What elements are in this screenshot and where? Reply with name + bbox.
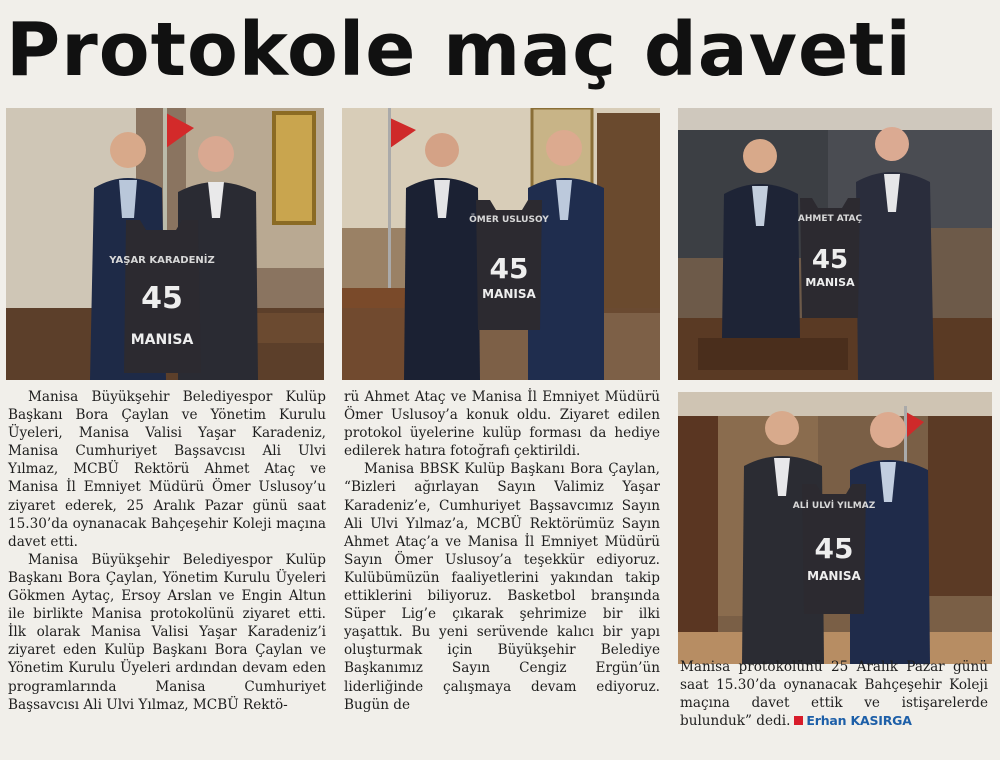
byline: Erhan KASIRGA — [806, 713, 912, 729]
jersey-team-2: MANISA — [482, 287, 536, 301]
paragraph-continuation: rü Ahmet Ataç ve Manisa İl Emniyet Müdürü Ömer Uslusoy’a konuk oldu. Ziyaret edilen protokol üyelerine kulüp forması da hediye edilerek hatıra fotoğrafı çektirildi. — [344, 389, 660, 460]
paragraph-visit: Manisa Büyükşehir Belediyespor Kulüp Başkanı Bora Çaylan, Yönetim Kurulu Üyeleri Gökmen Aytaç, Ersoy Arslan ve Engin Altun ile birlikte Manisa protokolünü ziyaret etti. İlk olarak Manisa Valisi Yaşar Karadeniz’i ziyaret eden Kulüp Başkanı Bora Çaylan ve Yönetim Kurulu Üyeleri ardından devam eden programlarında Manisa Cumhuriyet Başsavcısı Ali Ulvi Yılmaz, MCBÜ Rektö- — [8, 551, 326, 713]
paragraph-closing: Manisa protokolünü 25 Aralık Pazar günü saat 15.30’da oynanacak Bahçeşehir Koleji maçına davet ettik ve istişarelerde bulunduk” dedi. — [680, 659, 988, 730]
article-column-3 — [680, 658, 988, 730]
photo-governor-visit — [6, 108, 324, 380]
byline-marker — [794, 716, 803, 725]
jersey-number-2: 45 — [489, 252, 529, 285]
jersey-name-3: AHMET ATAÇ — [797, 214, 863, 224]
article-column-2 — [344, 388, 660, 714]
photo-rector-visit — [678, 108, 992, 380]
photo-police-chief-visit — [342, 108, 660, 380]
article-headline: Protokole maç daveti — [6, 7, 912, 93]
jersey-team-1: MANISA — [130, 332, 194, 348]
paragraph-intro: Manisa Büyükşehir Belediyespor Kulüp Başkanı Bora Çaylan ve Yönetim Kurulu Üyeleri, Manisa Valisi Yaşar Karadeniz, Manisa Cumhuriyet Başsavcısı Ali Ulvi Yılmaz, MCBÜ Rektörü Ahmet Ataç ve Manisa İl Emniyet Müdürü Ömer Uslusoy’u ziyaret ederek, 25 Aralık Pazar günü saat 15.30’da oynanacak Bahçeşehir Koleji maçına davet etti. — [8, 389, 326, 550]
jersey-number-4: 45 — [814, 532, 854, 565]
jersey-name-1: YAŞAR KARADENİZ — [109, 255, 215, 266]
photo-prosecutor-visit — [678, 392, 992, 664]
jersey-number-3: 45 — [811, 245, 849, 275]
jersey-number-1: 45 — [141, 281, 183, 316]
article-column-1 — [8, 388, 326, 714]
jersey-team-4: MANISA — [807, 569, 861, 583]
jersey-name-2: ÖMER USLUSOY — [469, 215, 549, 225]
paragraph-quote: Manisa BBSK Kulüp Başkanı Bora Çaylan, “Bizleri ağırlayan Sayın Valimiz Yaşar Karadeniz’e, Cumhuriyet Başsavcımız Sayın Ali Ulvi Yılmaz’a, MCBÜ Rektörümüz Sayın Ahmet Ataç’a ve Manisa İl Emniyet Müdürü Sayın Ömer Uslusoy’a teşekkür ediyoruz. Kulübümüzün faaliyetlerini yakından takip ettiklerini biliyoruz. Basketbol branşında Süper Lig’e çıkarak şehrimize bir ilki yaşattık. Bu yeni serüvende kalıcı bir yapı oluşturmak için Büyükşehir Belediye Başkanımız Sayın Cengiz Ergün’ün liderliğinde çalışmaya devam ediyoruz. Bugün de — [344, 461, 660, 713]
jersey-name-4: ALİ ULVİ YILMAZ — [792, 501, 876, 511]
jersey-team-3: MANISA — [805, 276, 855, 289]
